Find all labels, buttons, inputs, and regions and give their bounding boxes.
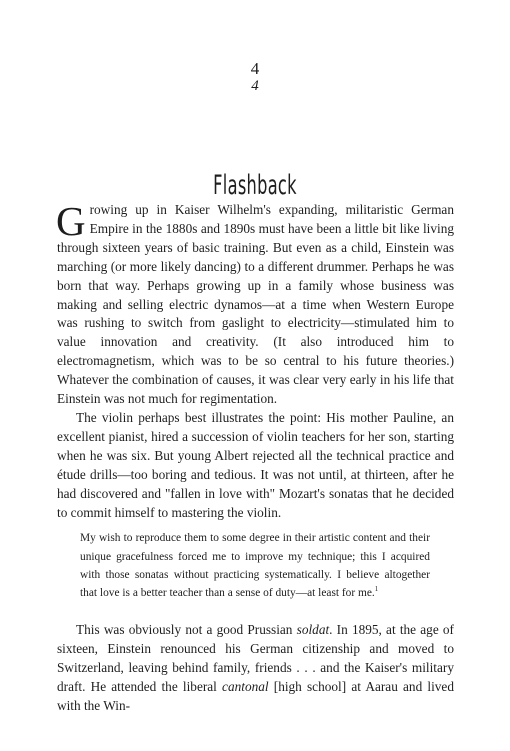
block-quote bbox=[80, 529, 430, 602]
chapter-title: Flashback bbox=[213, 170, 297, 202]
paragraph-1 bbox=[56, 198, 454, 409]
paragraph-3-text-1: This was obviously not a good Prussian bbox=[76, 622, 297, 638]
paragraph-3-italic-soldat: soldat bbox=[296, 622, 330, 638]
paragraph-1-text: rowing up in Kaiser Wilhelm's expanding, militaristic German Empire in the 1880s and 1890s must have been a little bit like living through sixteen years of basic training. But even as a child, Einstein was marching (or more likely dancing) to a different drummer. Perhaps he was born that way. Perhaps growing up in a family whose business was making and selling electric dynamos—at a time when Western Europe was rushing to switch from gaslight to electricity—stimulated him to value innovation and creativity. (It also introduced him to electromagnetism, which was to be so central to his future theories.) Whatever the combination of causes, it was clear very early in his life that Einstein was not much for regimentation. bbox=[57, 202, 454, 407]
paragraph-3-italic-cantonal: cantonal bbox=[222, 678, 269, 694]
drop-cap: G bbox=[56, 198, 86, 244]
chapter-body bbox=[56, 198, 454, 716]
paragraph-3 bbox=[57, 621, 454, 716]
chapter-number bbox=[0, 59, 510, 94]
chapter-number-italic: 4 bbox=[251, 78, 259, 94]
footnote-marker: 1 bbox=[374, 585, 379, 594]
block-quote-text: My wish to reproduce them to some degree in their artistic content and their unique gracefulness forced me to improve my technique; this I acquired with those sonatas without practicing systematically. I believe altogether that love is a better teacher than a sense of duty—at least for me. bbox=[80, 532, 430, 600]
paragraph-3-text-3: [high school] at Aarau and lived with the Win- bbox=[57, 678, 454, 713]
chapter-number-numeral: 4 bbox=[250, 59, 260, 78]
paragraph-3-text-2: . In 1895, at the age of sixteen, Einstein renounced his German citizenship and moved to Switzerland, leaving behind family, friends . . . and the Kaiser's military draft. He attended the liberal bbox=[57, 622, 454, 694]
paragraph-2: The violin perhaps best illustrates the point: His mother Pauline, an excellent pianist, hired a succession of violin teachers for her son, starting when he was six. But young Albert rejected all the technical practice and étude drills—too boring and tedious. It was not until, at thirteen, after he had discovered and "fallen in love with" Mozart's sonatas that he decided to commit himself to mastering the violin. bbox=[57, 409, 454, 520]
